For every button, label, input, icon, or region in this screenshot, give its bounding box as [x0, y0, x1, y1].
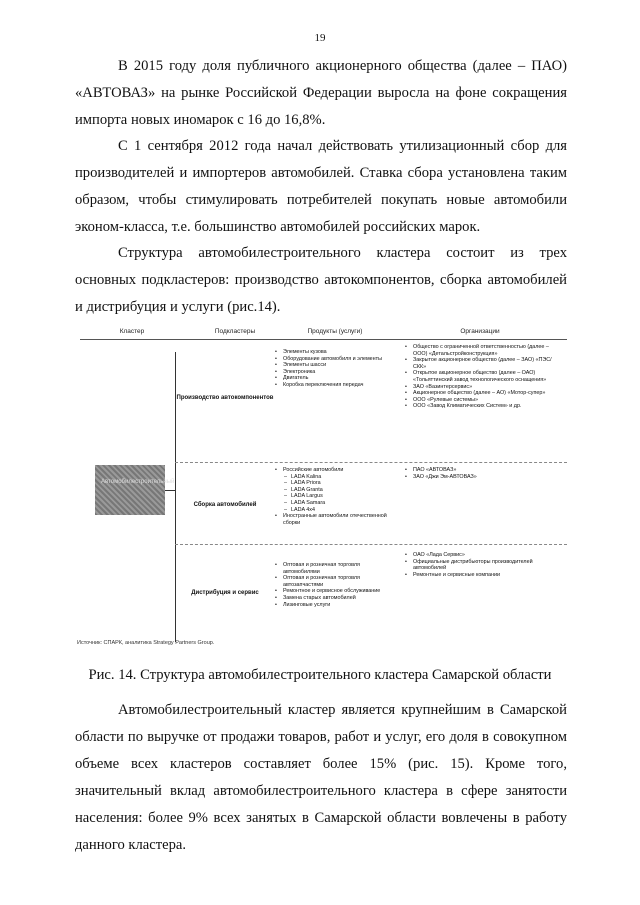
product-subitem: – LADA Samara	[275, 500, 390, 507]
paragraph-recycling-fee: С 1 сентября 2012 года начал действовать утилизационный сбор для производителей и импортеров автомобилей. Ставка сбора установлена таким образом, чтобы стимулировать потребителей покупать новые автомобили эконом-класса, т.е. большинство автомобилей российских марок.	[75, 138, 567, 235]
product-item: • Электроника	[275, 369, 390, 376]
cluster-name: Автомобилестроительный	[101, 479, 175, 485]
organization-item: • Открытое акционерное общество (далее – ОАО) «Тольяттинский завод технологического оснащения»	[405, 370, 555, 383]
product-item: • Оптовая и розничная торговля автозапчастями	[275, 575, 390, 588]
organization-item: • ЗАО «Джи Эм-АВТОВАЗ»	[405, 474, 555, 481]
connector-horizontal	[165, 490, 175, 491]
row-divider-1	[175, 462, 567, 463]
product-subitem: – LADA Largus	[275, 493, 390, 500]
organization-item: • ЗАО «Вазинтерсервис»	[405, 384, 555, 391]
organization-item: • ОАО «Лада Сервис»	[405, 552, 555, 559]
products-components	[275, 349, 390, 389]
cluster-box	[95, 465, 175, 515]
organization-item: • Акционерное общество (далее – АО) «Мотор-супер»	[405, 390, 555, 397]
product-subitem: – LADA Priora	[275, 480, 390, 487]
organizations-components	[405, 344, 555, 410]
product-item: • Оптовая и розничная торговля автомобилями	[275, 562, 390, 575]
product-item: • Двигатель	[275, 375, 390, 382]
product-subitem: – LADA 4x4	[275, 507, 390, 514]
cluster-structure-diagram	[75, 322, 567, 652]
figure-caption: Рис. 14. Структура автомобилестроительного кластера Самарской области	[88, 667, 552, 683]
subcluster-components: Производство автокомпонентов	[176, 395, 274, 401]
organization-item: • ПАО «АВТОВАЗ»	[405, 467, 555, 474]
product-item: • Замена старых автомобилей	[275, 595, 390, 602]
organization-item: • Закрытое акционерное общество (далее – ЗАО) «ПЭС/СКК»	[405, 357, 555, 370]
product-subitem: – LADA Kalina	[275, 474, 390, 481]
diagram-source: Источник: СПАРК, аналитика Strategy Partners Group.	[77, 640, 215, 646]
product-subitem: – LADA Granta	[275, 487, 390, 494]
products-distribution	[275, 562, 390, 608]
header-organizations: Организации	[460, 328, 500, 335]
organization-item: • ООО «Завод Климатических Систем» и др.	[405, 403, 555, 410]
organizations-distribution	[405, 552, 555, 578]
header-subclusters: Подкластеры	[214, 328, 256, 335]
subcluster-distribution: Дистрибуция и сервис	[191, 590, 259, 596]
organizations-assembly	[405, 467, 555, 480]
subcluster-assembly: Сборка автомобилей	[193, 502, 257, 508]
product-item: • Элементы шасси	[275, 362, 390, 369]
products-assembly	[275, 467, 390, 526]
row-divider-2	[175, 544, 567, 545]
paragraph-cluster-structure: Структура автомобилестроительного кластера состоит из трех основных подкластеров: производство автокомпонентов, сборка автомобилей и дистрибуция и услуги (рис.14).	[75, 245, 567, 315]
product-item: • Оборудование автомобиля и элементы	[275, 356, 390, 363]
product-item: • Коробка переключения передач	[275, 382, 390, 389]
product-item: • Элементы кузова	[275, 349, 390, 356]
page-number: 19	[314, 32, 326, 44]
paragraph-cluster-revenue: Автомобилестроительный кластер является крупнейшим в Самарской области по выручке от продажи товаров, работ и услуг, его доля в совокупном объеме всех кластеров составляет более 15% (рис. 15). Кроме того, значительный вклад автомобилестроительного кластера в сфере занятости населения: более 9% всех занятых в Самарской области вовлечены в работу данного кластера.	[75, 702, 567, 853]
organization-item: • Официальные дистрибьюторы производителей автомобилей	[405, 559, 555, 572]
organization-item: • Общество с ограниченной ответственностью (далее – ООО) «Детальстройконструкция»	[405, 344, 555, 357]
product-item: • Ремонтное и сервисное обслуживание	[275, 588, 390, 595]
product-item: • Российские автомобили	[275, 467, 390, 474]
organization-item: • ООО «Рулевые системы»	[405, 397, 555, 404]
header-cluster: Кластер	[119, 328, 145, 335]
paragraph-autovaz-share: В 2015 году доля публичного акционерного общества (далее – ПАО) «АВТОВАЗ» на рынке Российской Федерации выросла на фоне сокращения импорта новых иномарок с 16 до 16,8%.	[75, 58, 567, 128]
organization-item: • Ремонтные и сервисные компании	[405, 572, 555, 579]
product-item: • Лизинговые услуги	[275, 602, 390, 609]
product-item: • Иностранные автомобили отечественной сборки	[275, 513, 390, 526]
header-products: Продукты (услуги)	[307, 328, 363, 335]
header-divider	[80, 339, 567, 340]
